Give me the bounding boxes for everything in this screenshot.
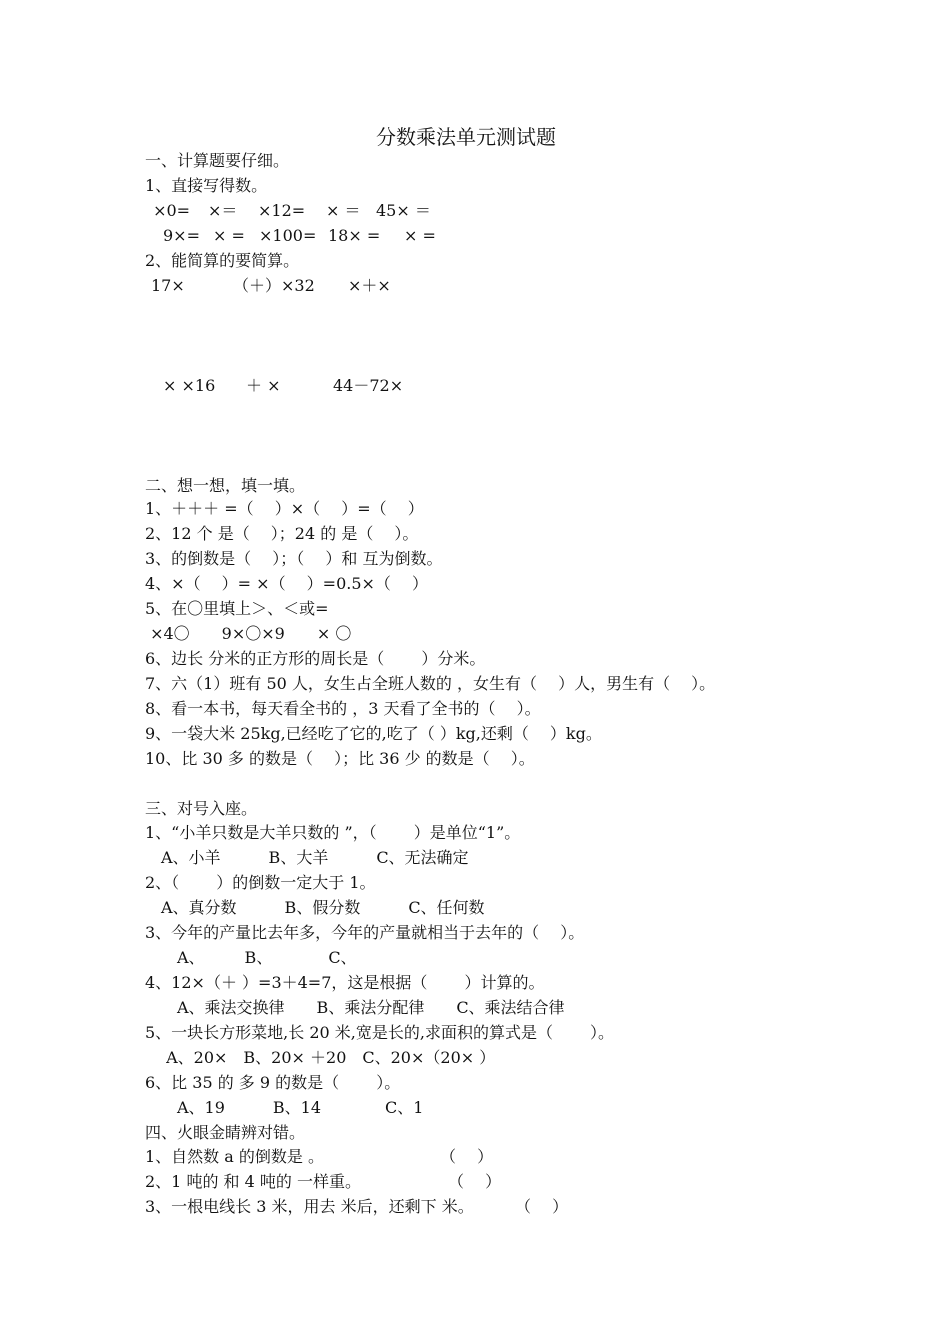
calc-item: ×100= bbox=[259, 226, 317, 245]
fill-question: 3、的倒数是（ ）；（ ）和 互为倒数。 bbox=[145, 549, 443, 568]
choice-question: 5、一块长方形菜地,长 20 米,宽是长的,求面积的算式是（ ）。 bbox=[145, 1023, 615, 1042]
section-3-heading: 三、对号入座。 bbox=[145, 799, 258, 818]
fill-question: 7、六（1）班有 50 人，女生占全班人数的 ，女生有（ ）人，男生有（ ）。 bbox=[145, 674, 716, 693]
fill-question: 4、×（ ）= ×（ ）=0.5×（ ） bbox=[145, 574, 429, 593]
judge-question: 2、1 吨的 和 4 吨的 一样重。 bbox=[145, 1172, 361, 1191]
simplify-item: ＋ × bbox=[246, 376, 281, 395]
choice-question: 6、比 35 的 多 9 的数是（ ）。 bbox=[145, 1073, 401, 1092]
section-1-heading: 一、计算题要仔细。 bbox=[145, 151, 290, 170]
choice-options: A、19 B、14 C、1 bbox=[145, 1098, 424, 1117]
choice-question: 1、“小羊只数是大羊只数的 ”，（ ）是单位“1”。 bbox=[145, 823, 521, 842]
fill-question: 5、在〇里填上＞、＜或= bbox=[145, 599, 329, 618]
choice-options: A、小羊 B、大羊 C、无法确定 bbox=[145, 848, 469, 867]
judge-blank: （ ） bbox=[448, 1172, 502, 1191]
choice-options: A、20× B、20× ＋20 C、20×（20× ） bbox=[145, 1048, 496, 1067]
judge-question: 3、一根电线长 3 米，用去 米后，还剩下 米。 bbox=[145, 1197, 474, 1216]
calc-item: ×12= bbox=[258, 201, 306, 220]
fill-question: 2、12 个 是（ ）；24 的 是（ ）。 bbox=[145, 524, 419, 543]
calc-item: ×0= bbox=[148, 201, 191, 220]
calc-item: ×＝ bbox=[208, 201, 238, 220]
section-4-heading: 四、火眼金睛辨对错。 bbox=[145, 1123, 306, 1142]
judge-blank: （ ） bbox=[440, 1147, 494, 1166]
question-2-label: 2、能简算的要简算。 bbox=[145, 251, 300, 270]
fill-question: 9、一袋大米 25kg,已经吃了它的,吃了（ ）kg,还剩（ ）kg。 bbox=[145, 724, 602, 743]
choice-question: 3、今年的产量比去年多，今年的产量就相当于去年的（ ）。 bbox=[145, 923, 585, 942]
simplify-item: （＋）×32 bbox=[233, 276, 315, 295]
judge-blank: （ ） bbox=[515, 1197, 569, 1216]
choice-options: A、真分数 B、假分数 C、任何数 bbox=[145, 898, 485, 917]
choice-options: A、 B、 C、 bbox=[145, 948, 357, 967]
fill-question: 8、看一本书，每天看全书的 ，3 天看了全书的（ ）。 bbox=[145, 699, 541, 718]
simplify-item: 17× bbox=[151, 276, 185, 295]
section-2-heading: 二、想一想，填一填。 bbox=[145, 476, 306, 495]
fill-question: 10、比 30 多 的数是（ ）；比 36 少 的数是（ ）。 bbox=[145, 749, 535, 768]
judge-question: 1、自然数 a 的倒数是 。 bbox=[145, 1147, 324, 1166]
choice-question: 4、12×（＋ ）=3＋4=7，这是根据（ ）计算的。 bbox=[145, 973, 545, 992]
simplify-item: ×＋× bbox=[348, 276, 391, 295]
fill-question: 6、边长 分米的正方形的周长是（ ）分米。 bbox=[145, 649, 486, 668]
fill-question: 1、＋＋＋ =（ ）×（ ）=（ ） bbox=[145, 499, 424, 518]
calc-item: 45× ＝ bbox=[376, 201, 431, 220]
calc-item: × = bbox=[213, 226, 245, 245]
calc-item: × ＝ bbox=[326, 201, 361, 220]
choice-options: A、乘法交换律 B、乘法分配律 C、乘法结合律 bbox=[145, 998, 565, 1017]
simplify-item: × ×16 bbox=[163, 376, 216, 395]
calc-item: 9×= bbox=[163, 226, 200, 245]
calc-item: 18× = bbox=[328, 226, 381, 245]
choice-question: 2、（ ）的倒数一定大于 1。 bbox=[145, 873, 376, 892]
calc-item: × = bbox=[404, 226, 436, 245]
question-1-label: 1、直接写得数。 bbox=[145, 176, 268, 195]
fill-question: ×4〇 9×〇×9 × 〇 bbox=[145, 624, 352, 643]
page-title: 分数乘法单元测试题 bbox=[376, 125, 556, 149]
simplify-item: 44－72× bbox=[333, 376, 404, 395]
